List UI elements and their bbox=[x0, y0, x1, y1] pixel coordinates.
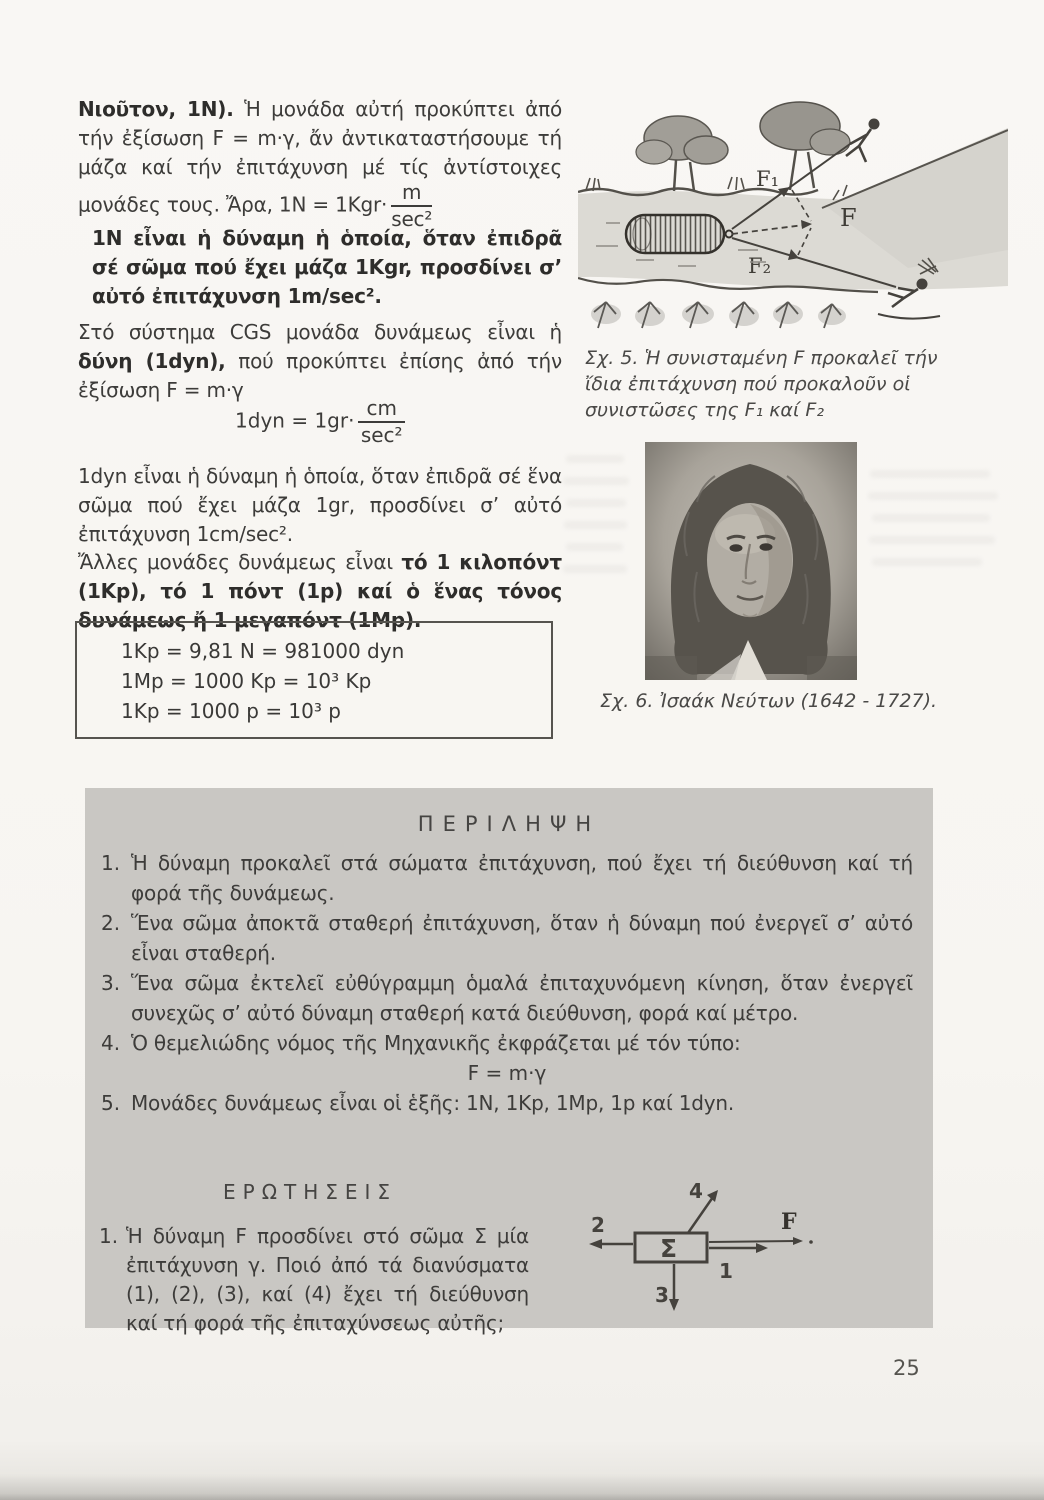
label-2: 2 bbox=[591, 1213, 605, 1237]
summary-title: ΠΕΡΙΛΗΨΗ bbox=[417, 812, 601, 836]
coat bbox=[807, 656, 857, 680]
bleedthrough-artifact bbox=[868, 492, 998, 500]
formula-1dyn: 1dyn = 1gr· $\frac{cm}{\text{sec²}}$ bbox=[78, 398, 562, 446]
ferns bbox=[591, 302, 846, 328]
summary-item: 2. Ἕνα σῶμα ἀποκτᾶ σταθερή ἐπιτάχυνση, ὅταν ἡ δύναμη πού ἐνεργεῖ σ’ αὐτό εἶναι σταθερή. bbox=[101, 911, 913, 965]
conversion-line: 1Kp = 9,81 N = 981000 dyn bbox=[121, 639, 405, 663]
conversion-line: 1Kp = 1000 p = 10³ p bbox=[121, 699, 341, 723]
vector-2-arrowhead bbox=[589, 1239, 602, 1249]
figure5-drawing bbox=[578, 88, 1008, 333]
paragraph-newton-unit bbox=[78, 95, 562, 230]
newton-portrait-drawing bbox=[645, 442, 857, 680]
fraction-cm-sec2: $\frac{cm}{\text{sec²}}$ bbox=[358, 398, 404, 446]
units-conversion-box bbox=[75, 621, 553, 739]
figure6-caption: Σχ. 6. Ἰσαάκ Νεύτων (1642 - 1727). bbox=[600, 690, 938, 712]
figure-log-pulling-illustration bbox=[578, 88, 1008, 333]
bleedthrough-artifact bbox=[566, 455, 624, 463]
bleedthrough-artifact bbox=[872, 514, 990, 522]
vector-4-arrowhead bbox=[707, 1190, 718, 1202]
paragraph-other-units: Ἄλλες μονάδες δυνάμεως εἶναι τό 1 κιλοπόντ (1Kp), τό 1 πόντ (1p) καί ὁ ἕνας τόνος δυνάμεως ἤ 1 μεγαπόντ (1Mp). bbox=[78, 550, 562, 632]
force-f-dot bbox=[809, 1240, 813, 1244]
paragraph-1dyn-definition: 1dyn εἶναι ἡ δύναμη ἡ ὁποία, ὅταν ἐπιδρᾶ σέ ἕνα σῶμα πού ἔχει μάζα 1gr, προσδίνει σ’ αὐτό ἐπιτάχυνση 1cm/sec². bbox=[78, 464, 562, 546]
summary-item: 1. Ἡ δύναμη προκαλεῖ στά σώματα ἐπιτάχυνση, πού ἔχει τή διεύθυνση καί τή φορά τῆς δυνάμεως. bbox=[101, 851, 913, 905]
bleedthrough-artifact bbox=[563, 565, 627, 573]
label-f: F bbox=[840, 204, 857, 232]
bleedthrough-artifact bbox=[563, 477, 629, 485]
bleedthrough-artifact bbox=[870, 470, 990, 478]
label-f: F bbox=[781, 1209, 797, 1235]
force-f-line bbox=[709, 1241, 795, 1242]
page-number: 25 bbox=[893, 1356, 920, 1380]
label-4: 4 bbox=[689, 1180, 703, 1203]
newton-portrait bbox=[645, 442, 857, 680]
newton-unit-lead: Νιοῦτον, 1N). bbox=[78, 97, 234, 121]
vector-3-arrowhead bbox=[669, 1299, 679, 1311]
label-f2: F₂ bbox=[748, 254, 771, 278]
eye bbox=[760, 543, 773, 551]
bleedthrough-artifact bbox=[869, 536, 995, 544]
summary-item: 4. Ὁ θεμελιώδης νόμος τῆς Μηχανικῆς ἐκφράζεται μέ τόν τύπο: bbox=[101, 1031, 741, 1055]
bleedthrough-artifact bbox=[566, 499, 626, 507]
label-1: 1 bbox=[719, 1259, 733, 1283]
bleedthrough-artifact bbox=[872, 558, 982, 566]
force-f-arrowhead bbox=[793, 1237, 803, 1245]
tree bbox=[636, 116, 728, 191]
label-f1: F₁ bbox=[756, 167, 779, 191]
paragraph-cgs-dyn: Στό σύστημα CGS μονάδα δυνάμεως εἶναι ἡ δύνη (1dyn), πού προκύπτει ἐπίσης ἀπό τήν ἐξίσωση F = m·γ bbox=[78, 320, 563, 402]
summary-item: 3. Ἕνα σῶμα ἐκτελεῖ εὐθύγραμμη ὁμαλά ἐπιταχυνόμενη κίνηση, ὅταν ἐνεργεῖ συνεχῶς σ’ αὐτό δύναμη σταθερή κατά διεύθυνση, φορά καί μέτρο. bbox=[101, 971, 913, 1025]
scan-edge-shadow bbox=[0, 1474, 1044, 1500]
label-3: 3 bbox=[655, 1283, 669, 1307]
eye bbox=[730, 544, 743, 552]
vector-1-arrowhead bbox=[756, 1243, 768, 1253]
bleedthrough-artifact bbox=[566, 543, 623, 551]
question-diagram bbox=[567, 1180, 877, 1330]
question-1: 1. Ἡ δύναμη F προσδίνει στό σῶμα Σ μία ἐπιτάχυνση γ. Ποιό ἀπό τά διανύσματα (1), (2), (3), καί (4) ἔχει τή διεύθυνση καί τή φορά τῆς ἐπιταχύνσεως αὐτῆς; bbox=[99, 1224, 529, 1335]
paragraph-1N-definition: 1N εἶναι ἡ δύναμη ἡ ὁποία, ὅταν ἐπιδρᾶ σέ σῶμα πού ἔχει μάζα 1Kgr, προσδίνει σ’ αὐτό ἐπιτάχυνση 1m/sec². bbox=[92, 226, 562, 308]
summary-item: 5. Μονάδες δυνάμεως εἶναι οἱ ἑξῆς: 1N, 1Kp, 1Mp, 1p καί 1dyn. bbox=[101, 1091, 735, 1115]
summary-box bbox=[85, 788, 933, 1335]
fraction-m-sec2: $\frac{m}{\text{sec²}}$ bbox=[391, 180, 433, 231]
person-pulling-up-slope bbox=[846, 119, 880, 163]
summary-list bbox=[101, 848, 913, 1118]
label-sigma: Σ bbox=[660, 1234, 678, 1263]
figure5-caption: Σχ. 5. Ἡ συνισταμένη F προκαλεῖ τήν ἴδια ἐπιτάχυνση πού προκαλοῦν οἱ συνιστῶσες της F₁ καί F₂ bbox=[585, 347, 938, 421]
summary-item-formula: F = m·γ bbox=[467, 1061, 547, 1085]
coat bbox=[645, 656, 697, 680]
newton-unit-text: Ἡ μονάδα αὐτή προκύπτει ἀπό τήν ἐξίσωση F = m·γ, ἄν ἀντικαταστήσουμε τή μάζα καί τήν ἐπιτάχυνση μέ τίς ἀντίστοιχες μονάδες τους. Ἄρα, 1N = 1Kgr· bbox=[78, 97, 562, 217]
conversion-line: 1Mp = 1000 Kp = 10³ Kp bbox=[121, 669, 372, 693]
question-diagram-drawing bbox=[567, 1180, 877, 1330]
bleedthrough-artifact bbox=[564, 521, 627, 529]
questions-title: ΕΡΩΤΗΣΕΙΣ bbox=[223, 1180, 398, 1204]
log bbox=[626, 215, 724, 253]
